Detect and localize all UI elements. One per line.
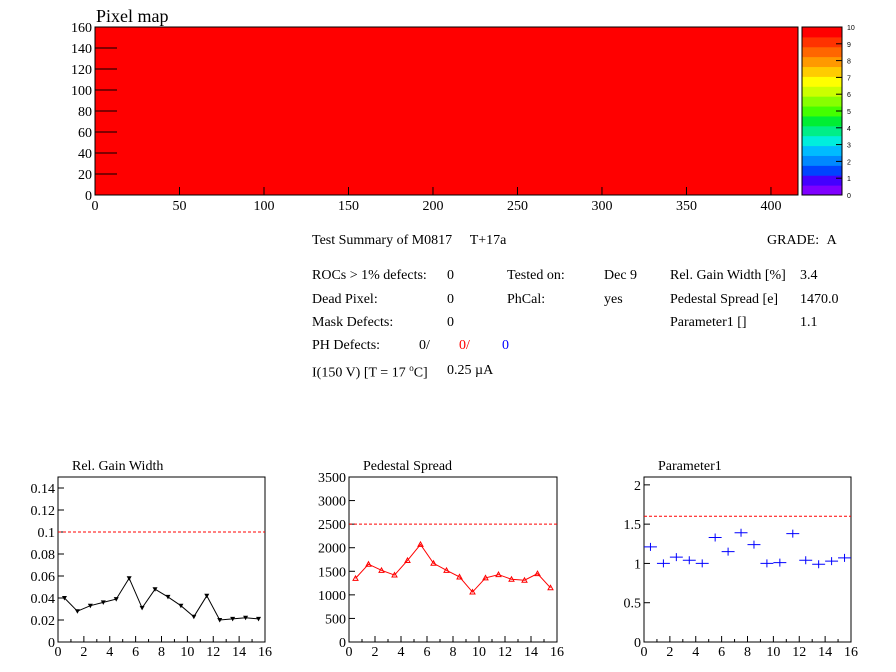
parameter1-value: 1.1 xyxy=(800,315,818,330)
rel-gain-width-plot xyxy=(31,459,273,660)
pixel-map-y-tick-label: 40 xyxy=(78,147,92,162)
y-tick-label: 0.04 xyxy=(30,592,55,607)
pixel-map-x-tick-label: 200 xyxy=(422,199,444,214)
y-tick-label: 1.5 xyxy=(623,518,641,534)
dead-pixel-value: 0 xyxy=(447,292,454,307)
pixel-map-x-tick-label: 350 xyxy=(675,199,697,214)
data-point xyxy=(760,559,773,567)
palette-swatch xyxy=(802,86,842,96)
x-tick-label: 6 xyxy=(718,645,726,660)
y-tick-label: 0 xyxy=(339,636,346,651)
y-tick-label: 0.12 xyxy=(30,504,55,519)
palette-swatch xyxy=(802,27,842,37)
pedestal-spread-plot xyxy=(318,459,564,660)
palette-swatch xyxy=(802,165,842,175)
palette-swatch xyxy=(802,67,842,77)
palette-swatch xyxy=(802,146,842,156)
pixel-map-x-tick-label: 0 xyxy=(91,199,99,214)
current-label-text: I(150 V) [T = 17 xyxy=(312,365,410,381)
pixel-map-x-tick-label: 300 xyxy=(591,199,613,214)
palette-swatch xyxy=(802,185,842,195)
y-tick-label: 2000 xyxy=(318,541,346,557)
data-point xyxy=(204,594,209,599)
palette-swatch xyxy=(802,155,842,165)
palette-swatch xyxy=(802,76,842,86)
pixel-map-y-tick-label: 100 xyxy=(71,84,92,99)
y-tick-label: 0.08 xyxy=(30,548,55,563)
data-point xyxy=(127,576,132,581)
x-tick-label: 8 xyxy=(449,645,457,660)
data-point xyxy=(735,529,748,537)
x-tick-label: 16 xyxy=(550,645,564,660)
data-point xyxy=(786,530,799,538)
data-point xyxy=(75,609,80,614)
y-tick-label: 1 xyxy=(634,557,641,573)
y-tick-label: 0.14 xyxy=(30,482,55,497)
current-label-unit: C] xyxy=(413,365,428,381)
pixel-map xyxy=(71,6,855,214)
color-palette xyxy=(802,25,855,200)
summary-title xyxy=(312,233,506,249)
palette-tick-label: 3 xyxy=(847,142,851,150)
y-tick-label: 0.02 xyxy=(30,614,55,629)
y-tick-label: 0.06 xyxy=(30,570,55,585)
x-tick-label: 2 xyxy=(80,645,88,660)
y-tick-label: 1500 xyxy=(318,565,346,581)
palette-tick-label: 5 xyxy=(847,109,851,116)
pixel-map-x-tick-label: 250 xyxy=(506,199,528,214)
palette-swatch xyxy=(802,57,842,67)
x-tick-label: 8 xyxy=(158,645,165,660)
palette-tick-label: 10 xyxy=(847,25,855,32)
ph-defects-black: 0/ xyxy=(419,338,430,353)
pixel-map-y-tick-label: 80 xyxy=(78,105,92,120)
palette-tick-label: 9 xyxy=(847,41,851,49)
y-tick-label: 3500 xyxy=(318,471,346,486)
current-label xyxy=(312,363,428,382)
data-point xyxy=(799,556,812,564)
y-tick-label: 3000 xyxy=(318,494,346,510)
x-tick-label: 4 xyxy=(106,645,114,660)
grade xyxy=(767,233,837,249)
x-tick-label: 14 xyxy=(232,645,247,660)
ph-defects-red: 0/ xyxy=(459,338,470,353)
data-point xyxy=(140,606,145,611)
grade-label: GRADE: xyxy=(767,233,820,248)
x-tick-label: 10 xyxy=(180,645,195,660)
y-tick-label: 2500 xyxy=(318,518,346,534)
phcal-label: PhCal: xyxy=(507,292,546,307)
plot-title: Parameter1 xyxy=(658,459,722,474)
palette-swatch xyxy=(802,175,842,185)
palette-swatch xyxy=(802,37,842,47)
degree-sign: o xyxy=(409,363,414,373)
current-value: 0.25 µA xyxy=(447,363,494,378)
gain-width-value: 3.4 xyxy=(800,268,818,283)
x-tick-label: 0 xyxy=(54,645,62,660)
data-point xyxy=(696,559,709,567)
plot-title: Rel. Gain Width xyxy=(72,459,164,474)
x-tick-label: 0 xyxy=(345,645,353,660)
summary-temp-tag: T+17a xyxy=(469,233,507,248)
pedestal-label: Pedestal Spread [e] xyxy=(670,292,779,307)
palette-swatch xyxy=(802,96,842,106)
palette-tick-label: 7 xyxy=(847,75,851,83)
data-point xyxy=(165,595,170,600)
x-tick-label: 0 xyxy=(640,645,648,660)
y-tick-label: 0.1 xyxy=(37,526,55,541)
data-point xyxy=(683,556,696,564)
plot-frame xyxy=(644,477,851,642)
gain-width-label: Rel. Gain Width [%] xyxy=(670,268,786,283)
pixel-map-y-tick-label: 60 xyxy=(78,126,92,141)
pedestal-value: 1470.0 xyxy=(800,292,839,307)
y-tick-label: 500 xyxy=(325,612,346,628)
phcal-value: yes xyxy=(604,292,623,307)
palette-swatch xyxy=(802,47,842,57)
series-line xyxy=(64,578,258,620)
data-point xyxy=(191,615,196,620)
pixel-map-y-tick-label: 120 xyxy=(71,63,92,78)
x-tick-label: 6 xyxy=(132,645,140,660)
mask-defects-value: 0 xyxy=(447,315,454,330)
ph-defects-blue: 0 xyxy=(502,338,509,353)
x-tick-label: 8 xyxy=(744,645,751,660)
x-tick-label: 2 xyxy=(666,645,674,660)
pixel-map-y-tick-label: 20 xyxy=(78,168,92,183)
x-tick-label: 6 xyxy=(423,645,431,660)
palette-tick-label: 4 xyxy=(847,125,851,133)
tested-value: Dec 9 xyxy=(604,268,638,283)
pixel-map-y-tick-label: 140 xyxy=(71,42,92,57)
parameter1-plot xyxy=(624,459,859,660)
x-tick-label: 12 xyxy=(792,645,807,660)
x-tick-label: 14 xyxy=(818,645,833,660)
grade-value: A xyxy=(826,233,837,248)
y-tick-label: 0.5 xyxy=(623,596,641,612)
x-tick-label: 10 xyxy=(472,645,486,660)
data-point xyxy=(644,543,657,551)
parameter1-label: Parameter1 [] xyxy=(670,315,747,330)
x-tick-label: 4 xyxy=(397,645,405,660)
y-tick-label: 0 xyxy=(48,636,55,651)
plot-frame xyxy=(349,477,557,642)
x-tick-label: 14 xyxy=(524,645,538,660)
data-point xyxy=(838,554,851,562)
summary-module: Test Summary of M0817 xyxy=(312,233,453,248)
x-tick-label: 4 xyxy=(692,645,700,660)
data-point xyxy=(773,559,786,567)
pixel-map-x-tick-label: 100 xyxy=(253,199,275,214)
x-tick-label: 16 xyxy=(844,645,858,660)
mask-defects-label: Mask Defects: xyxy=(312,315,394,330)
y-tick-label: 1000 xyxy=(318,588,346,604)
x-tick-label: 12 xyxy=(206,645,221,660)
tested-label: Tested on: xyxy=(507,268,565,283)
data-point xyxy=(670,553,683,561)
data-point xyxy=(709,534,722,542)
dead-pixel-label: Dead Pixel: xyxy=(312,292,378,307)
y-tick-label: 0 xyxy=(634,636,641,651)
x-tick-label: 2 xyxy=(371,645,379,660)
data-point xyxy=(825,557,838,565)
data-point xyxy=(722,548,735,556)
palette-tick-label: 2 xyxy=(847,159,851,167)
x-tick-label: 10 xyxy=(766,645,781,660)
pixel-map-x-tick-label: 50 xyxy=(172,199,187,214)
pixel-map-area xyxy=(95,27,798,195)
ph-defects-label: PH Defects: xyxy=(312,338,381,353)
pixel-map-y-tick-label: 160 xyxy=(71,21,92,36)
palette-tick-label: 8 xyxy=(847,58,851,66)
data-point xyxy=(657,559,670,567)
series-line xyxy=(356,544,551,592)
pixel-map-x-tick-label: 400 xyxy=(760,199,782,214)
rocs-value: 0 xyxy=(447,268,454,283)
pixel-map-x-tick-label: 150 xyxy=(337,199,359,214)
palette-tick-label: 1 xyxy=(847,176,851,184)
rocs-label: ROCs > 1% defects: xyxy=(312,268,427,283)
y-tick-label: 2 xyxy=(634,478,641,494)
palette-swatch xyxy=(802,116,842,126)
data-point xyxy=(812,560,825,568)
pixel-map-title: Pixel map xyxy=(96,6,169,26)
plot-title: Pedestal Spread xyxy=(363,459,453,474)
x-tick-label: 16 xyxy=(258,645,272,660)
palette-tick-label: 0 xyxy=(847,193,851,200)
palette-tick-label: 6 xyxy=(847,92,851,100)
pixel-map-y-tick-label: 0 xyxy=(85,189,92,204)
data-point xyxy=(748,541,761,549)
x-tick-label: 12 xyxy=(498,645,512,660)
